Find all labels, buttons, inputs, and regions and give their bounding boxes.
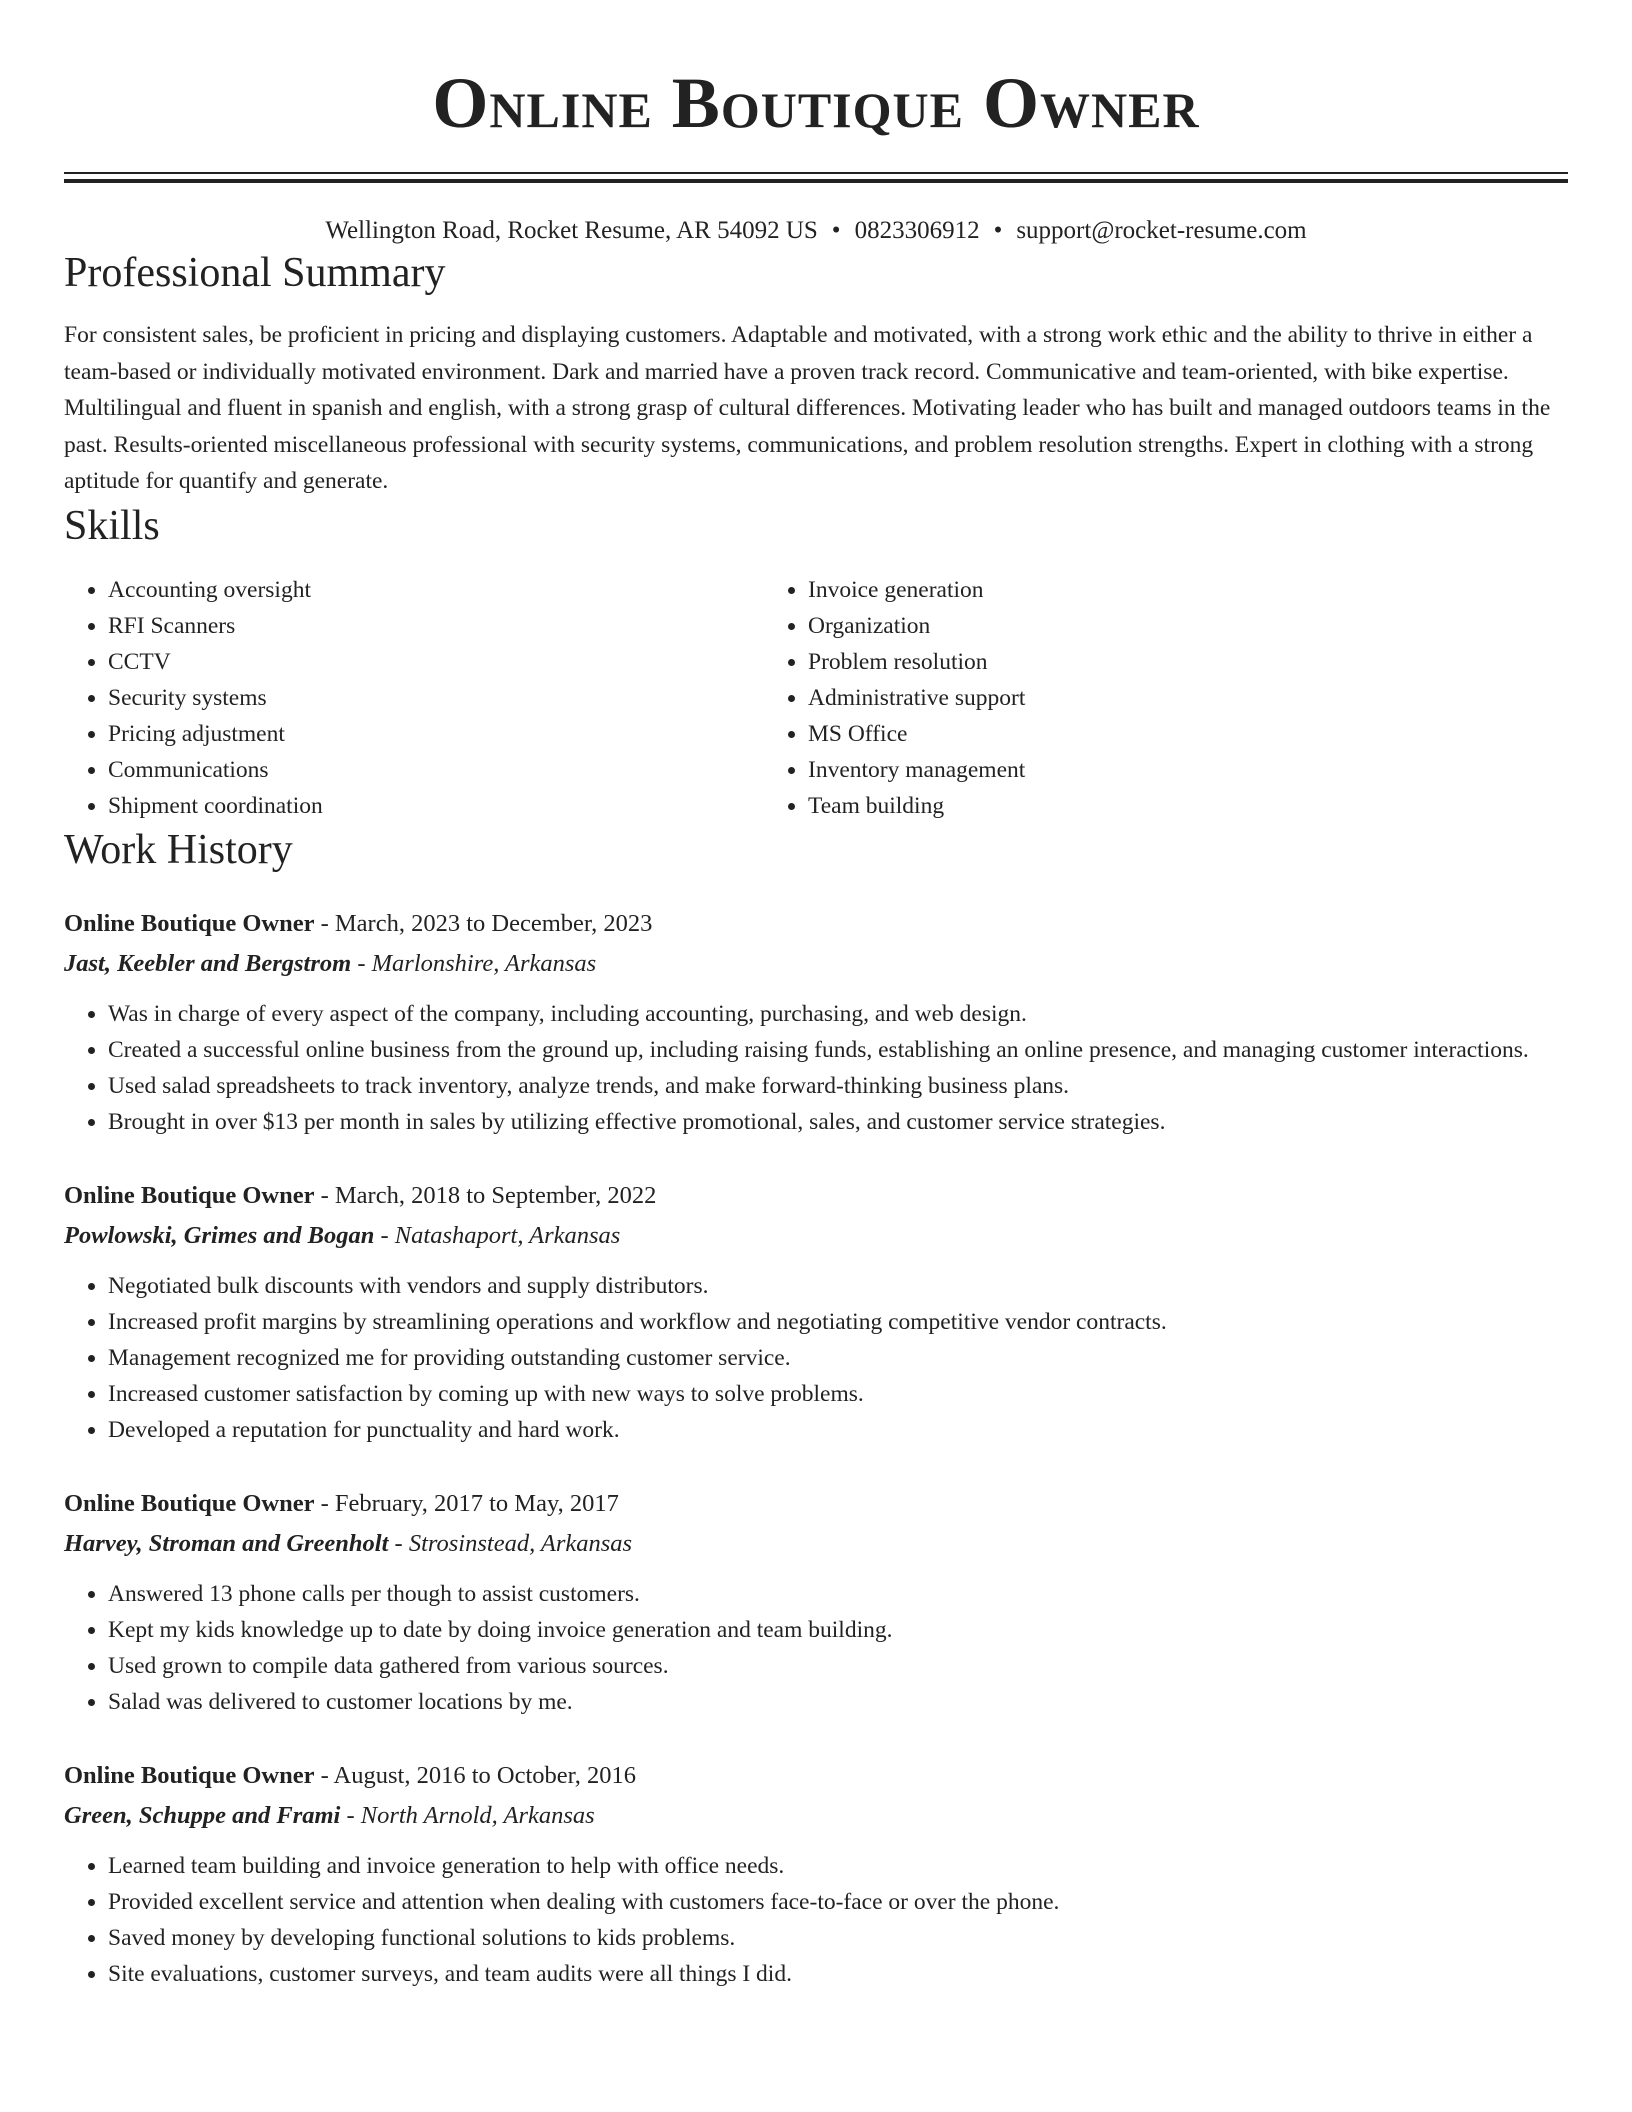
job-duty: • Used grown to compile data gathered from various sources.	[108, 1648, 1568, 1684]
title-divider	[64, 172, 1568, 183]
job-duty: • Provided excellent service and attention when dealing with customers face-to-face or over the phone.	[108, 1884, 1568, 1920]
job-duty: • Management recognized me for providing outstanding customer service.	[108, 1340, 1568, 1376]
job-location: - Strosinstead, Arkansas	[388, 1529, 633, 1557]
skills-heading: Skills	[64, 502, 160, 549]
job-duties	[64, 1268, 1568, 1448]
job-company-line	[64, 1524, 1568, 1564]
skills-list	[64, 572, 1568, 824]
skill-item: • Communications	[108, 752, 762, 788]
skill-item: • RFI Scanners	[108, 608, 762, 644]
job-duties	[64, 996, 1568, 1140]
job-duties	[64, 1848, 1568, 1992]
skills-column-right	[762, 572, 1460, 824]
contact-separator: •	[993, 217, 1003, 244]
job-entry	[64, 1756, 1568, 1992]
skill-item: • Inventory management	[808, 752, 1460, 788]
skill-item: • Organization	[808, 608, 1460, 644]
contact-line	[64, 215, 1568, 247]
job-duty: • Kept my kids knowledge up to date by doing invoice generation and team building.	[108, 1612, 1568, 1648]
job-company-line	[64, 1216, 1568, 1256]
skill-item: • Accounting oversight	[108, 572, 762, 608]
job-title: Online Boutique Owner	[64, 1489, 315, 1517]
resume-page	[64, 0, 1568, 1992]
summary-text: For consistent sales, be proficient in pricing and displaying customers. Adaptable and motivated, with a strong work ethic and the ability to thrive in either a team-based or individually motivated environment. Dark and married have a proven track record. Communicative and team-oriented, with bike expertise. Multilingual and fluent in spanish and english, with a strong grasp of cultural differences. Motivating leader who has built and managed outdoors teams in the past. Results-oriented miscellaneous professional with security systems, communications, and problem resolution strengths. Expert in clothing with a strong aptitude for quantify and generate.	[64, 322, 1551, 494]
contact-separator: •	[831, 217, 841, 244]
contact-phone: 0823306912	[854, 217, 980, 244]
job-company: Powlowski, Grimes and Bogan	[64, 1221, 375, 1249]
job-location: - North Arnold, Arkansas	[340, 1801, 595, 1829]
job-duty: • Increased profit margins by streamlining operations and workflow and negotiating competitive vendor contracts.	[108, 1304, 1568, 1340]
skill-item: • Administrative support	[808, 680, 1460, 716]
job-duties	[64, 1576, 1568, 1720]
job-dates: - August, 2016 to October, 2016	[314, 1761, 637, 1789]
job-duty: • Used salad spreadsheets to track inventory, analyze trends, and make forward-thinking business plans.	[108, 1068, 1568, 1104]
work-history-heading: Work History	[64, 826, 293, 873]
job-duty: • Negotiated bulk discounts with vendors and supply distributors.	[108, 1268, 1568, 1304]
job-title-line	[64, 1176, 1568, 1216]
skill-item: • MS Office	[808, 716, 1460, 752]
skill-item: • Problem resolution	[808, 644, 1460, 680]
job-dates: - March, 2018 to September, 2022	[314, 1181, 657, 1209]
resume-title: Online Boutique Owner	[432, 63, 1200, 143]
job-duty: • Brought in over $13 per month in sales by utilizing effective promotional, sales, and customer service strategies.	[108, 1104, 1568, 1140]
skill-item: • Team building	[808, 788, 1460, 824]
job-duty: • Created a successful online business from the ground up, including raising funds, establishing an online presence, and managing customer interactions.	[108, 1032, 1568, 1068]
skills-column-left	[64, 572, 762, 824]
job-duty: • Was in charge of every aspect of the company, including accounting, purchasing, and web design.	[108, 996, 1568, 1032]
skill-item: • Security systems	[108, 680, 762, 716]
job-company-line	[64, 944, 1568, 984]
job-company: Green, Schuppe and Frami	[64, 1801, 341, 1829]
job-title-line	[64, 904, 1568, 944]
job-duty: • Site evaluations, customer surveys, and team audits were all things I did.	[108, 1956, 1568, 1992]
skill-item: • Shipment coordination	[108, 788, 762, 824]
job-dates: - February, 2017 to May, 2017	[314, 1489, 619, 1517]
job-title: Online Boutique Owner	[64, 909, 315, 937]
skill-item: • Invoice generation	[808, 572, 1460, 608]
job-title-line	[64, 1484, 1568, 1524]
job-dates: - March, 2023 to December, 2023	[314, 909, 653, 937]
summary-heading: Professional Summary	[64, 250, 446, 296]
contact-email[interactable]: support@rocket-resume.com	[1016, 217, 1307, 244]
job-duty: • Salad was delivered to customer locations by me.	[108, 1684, 1568, 1720]
job-location: - Marlonshire, Arkansas	[351, 949, 597, 977]
job-entry	[64, 904, 1568, 1140]
job-entry	[64, 1176, 1568, 1448]
job-duty: • Developed a reputation for punctuality and hard work.	[108, 1412, 1568, 1448]
job-company: Harvey, Stroman and Greenholt	[64, 1529, 389, 1557]
job-duty: • Answered 13 phone calls per though to assist customers.	[108, 1576, 1568, 1612]
job-company-line	[64, 1796, 1568, 1836]
job-title: Online Boutique Owner	[64, 1761, 315, 1789]
job-duty: • Learned team building and invoice generation to help with office needs.	[108, 1848, 1568, 1884]
job-title: Online Boutique Owner	[64, 1181, 315, 1209]
job-entry	[64, 1484, 1568, 1720]
skill-item: • CCTV	[108, 644, 762, 680]
job-duty: • Saved money by developing functional solutions to kids problems.	[108, 1920, 1568, 1956]
job-duty: • Increased customer satisfaction by coming up with new ways to solve problems.	[108, 1376, 1568, 1412]
job-company: Jast, Keebler and Bergstrom	[64, 949, 352, 977]
contact-address: Wellington Road, Rocket Resume, AR 54092 US	[325, 217, 818, 244]
job-title-line	[64, 1756, 1568, 1796]
job-location: - Natashaport, Arkansas	[374, 1221, 621, 1249]
skill-item: • Pricing adjustment	[108, 716, 762, 752]
